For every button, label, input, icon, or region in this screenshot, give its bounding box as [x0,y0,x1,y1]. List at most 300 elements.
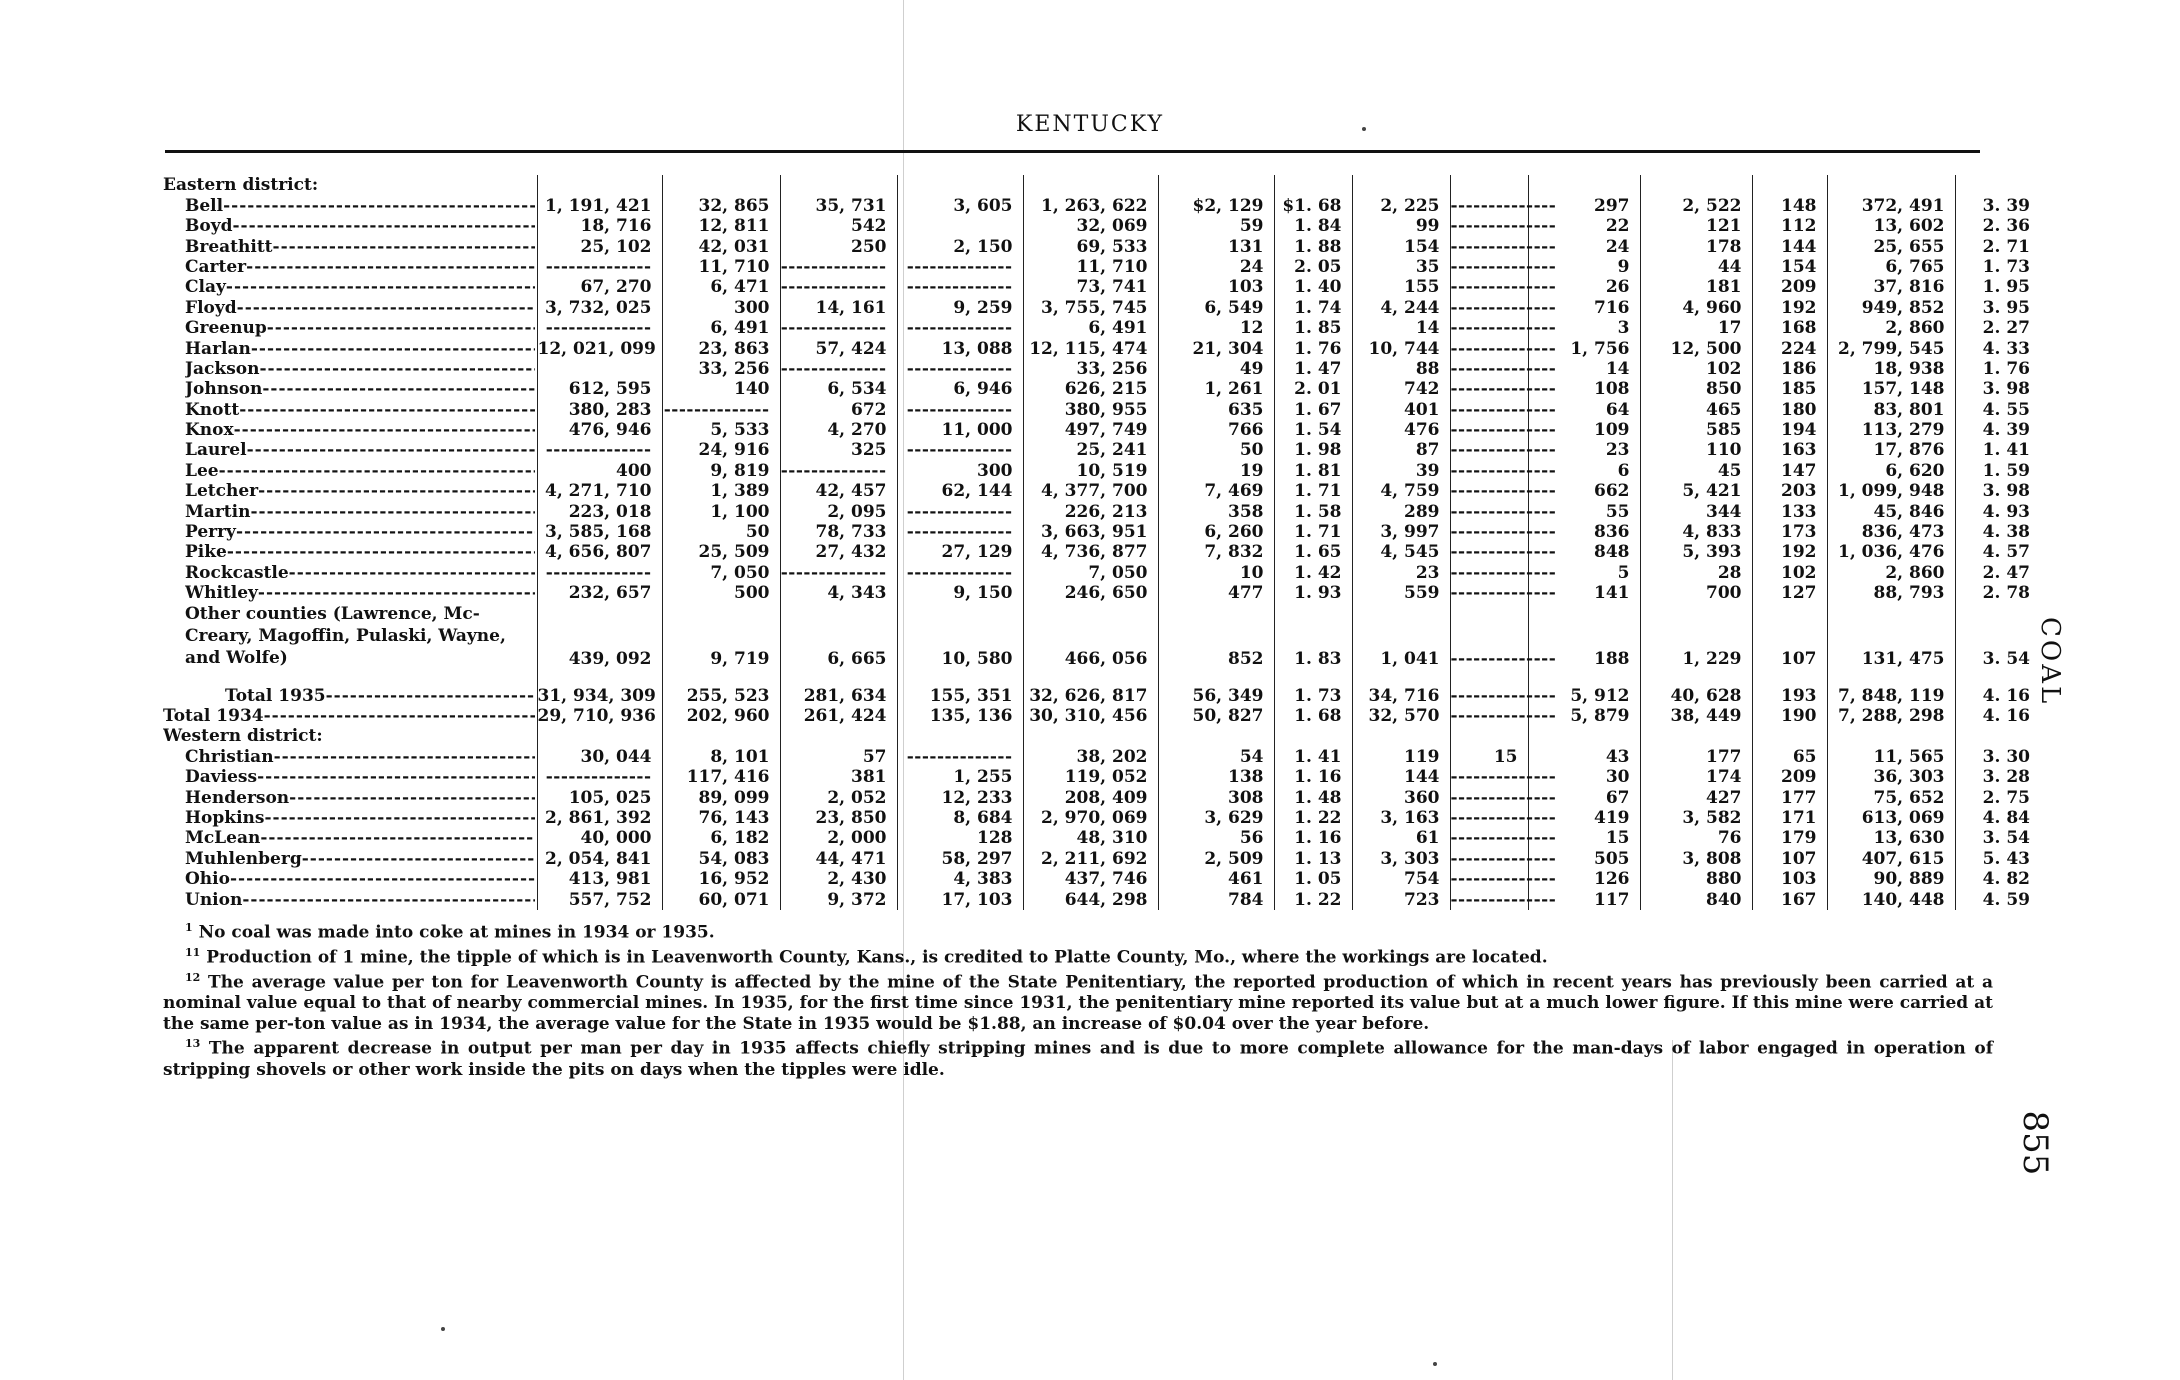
table-cell: 2, 861, 392 [537,808,662,828]
footnote [163,943,1993,968]
table-cell: 3. 54 [1955,828,2040,848]
table-cell: 144 [1352,767,1450,787]
table-cell: 754 [1352,869,1450,889]
header-rule [165,150,1980,153]
table-cell: 1. 88 [1274,236,1352,256]
table-cell: 147 [1752,460,1827,480]
table-cell: 1, 255 [897,767,1023,787]
table-cell: 7, 288, 298 [1827,706,1955,726]
table-cell [1640,175,1752,195]
table-cell: 11, 710 [662,257,780,277]
table-cell [1752,175,1827,195]
table-cell: 135, 136 [897,706,1023,726]
table-cell: 128 [897,828,1023,848]
table-cell: 5, 421 [1640,481,1752,501]
table-cell: 1. 48 [1274,787,1352,807]
table-cell: 6, 471 [662,277,780,297]
table-cell: 173 [1752,522,1827,542]
table-cell: 497, 749 [1023,420,1158,440]
table-row [163,195,2040,215]
table-cell: 55 [1528,501,1640,521]
table-cell: 281, 634 [780,685,897,705]
footnotes [163,918,1993,1080]
table-cell [897,216,1023,236]
table-cell [1450,828,1528,848]
table-cell: 50, 827 [1158,706,1274,726]
table-cell: 300 [897,460,1023,480]
table-cell: 65 [1752,746,1827,766]
table-cell: 5 [1528,562,1640,582]
table-cell: 9 [1528,257,1640,277]
table-cell: 112 [1752,216,1827,236]
table-cell: 3. 98 [1955,379,2040,399]
table-cell: 9, 819 [662,460,780,480]
table-cell: 585 [1640,420,1752,440]
table-cell: 209 [1752,277,1827,297]
table-cell: 105, 025 [537,787,662,807]
table-cell: 154 [1752,257,1827,277]
table-cell: 141 [1528,583,1640,603]
table-cell [897,501,1023,521]
table-cell: 171 [1752,808,1827,828]
table-cell [1640,726,1752,746]
footnote-text: The apparent decrease in output per man per day in 1935 affects chiefly stripping mines and is due to more complete allowance for the man-days of labor engaged in operation of stripping shovels or other work inside the pits on days when the tipples were idle. [163,1039,1994,1080]
table-cell: 4, 545 [1352,542,1450,562]
table-cell: 138 [1158,767,1274,787]
row-label: Harlan ----- [163,338,537,358]
table-cell: 44 [1640,257,1752,277]
table-cell [1023,175,1158,195]
row-label: Other counties (Lawrence, Mc-Creary, Magoffin, Pulaski, Wayne, and Wolfe) [185,604,506,669]
table-cell: 3. 28 [1955,767,2040,787]
table-cell: 26 [1528,277,1640,297]
table-row [163,216,2040,236]
table-cell: 380, 283 [537,399,662,419]
table-cell: 35, 731 [780,195,897,215]
row-label: Carter ----- [163,257,537,277]
table-cell: 2, 430 [780,869,897,889]
table-cell: 15 [1528,828,1640,848]
row-label: Whitley ----- [163,583,537,603]
table-row [163,562,2040,582]
table-cell: 3, 629 [1158,808,1274,828]
table-cell: 2, 225 [1352,195,1450,215]
table-cell: 4, 244 [1352,297,1450,317]
table-cell: 1, 389 [662,481,780,501]
table-cell: 39 [1352,460,1450,480]
table-cell [1450,216,1528,236]
table-cell: 4, 759 [1352,481,1450,501]
row-label: Muhlenberg ----- [163,848,537,868]
table-cell: 103 [1158,277,1274,297]
table-row [163,318,2040,338]
table-cell: 50 [1158,440,1274,460]
table-cell: 16, 952 [662,869,780,889]
table-cell: 174 [1640,767,1752,787]
table-cell: 1. 93 [1274,583,1352,603]
table-cell: 1. 22 [1274,808,1352,828]
table-cell [1352,669,1450,685]
table-cell: $1. 68 [1274,195,1352,215]
table-cell: 144 [1752,236,1827,256]
table-cell [1528,175,1640,195]
table-cell: 83, 801 [1827,399,1955,419]
table-row [163,399,2040,419]
table-cell: 3, 808 [1640,848,1752,868]
table-cell: 476 [1352,420,1450,440]
running-head: KENTUCKY [1015,112,1165,137]
table-row [163,869,2040,889]
table-cell [897,522,1023,542]
table-cell: 4. 59 [1955,889,2040,909]
table-cell: 103 [1752,869,1827,889]
table-cell: 7, 050 [662,562,780,582]
table-cell: 289 [1352,501,1450,521]
table-cell: 2, 860 [1827,318,1955,338]
table-cell [897,746,1023,766]
table-cell: 13, 630 [1827,828,1955,848]
table-cell: 505 [1528,848,1640,868]
table-cell: 557, 752 [537,889,662,909]
table-cell: 1, 036, 476 [1827,542,1955,562]
table-cell: 7, 469 [1158,481,1274,501]
table-cell [1450,257,1528,277]
table-row [163,583,2040,603]
table-cell: 5. 43 [1955,848,2040,868]
row-label: Johnson ----- [163,379,537,399]
table-row [163,338,2040,358]
table-cell [1450,603,1528,669]
table-cell: 3, 605 [897,195,1023,215]
table-cell: 119, 052 [1023,767,1158,787]
table-cell: 2, 799, 545 [1827,338,1955,358]
table-cell [1352,175,1450,195]
table-cell: 30 [1528,767,1640,787]
row-label: Union ----- [163,889,537,909]
table-cell: 542 [780,216,897,236]
table-cell: 188 [1528,603,1640,669]
table-cell: 437, 746 [1023,869,1158,889]
table-cell: 12, 021, 099 [537,338,662,358]
footnote-text: Production of 1 mine, the tipple of which is in Leavenworth County, Kans., is credited to Platte County, Mo., where the workings are located. [206,947,1548,968]
table-cell: 28 [1640,562,1752,582]
table-cell: 8, 101 [662,746,780,766]
table-row [163,603,2040,669]
table-row [163,420,2040,440]
table-cell: 23 [1352,562,1450,582]
table-cell [780,318,897,338]
table-cell: 1. 16 [1274,767,1352,787]
table-cell: 121 [1640,216,1752,236]
table-cell: 2, 211, 692 [1023,848,1158,868]
table-cell [1450,542,1528,562]
table-cell: 110 [1640,440,1752,460]
table-cell [1450,767,1528,787]
table-cell: 2. 27 [1955,318,2040,338]
table-cell: 59 [1158,216,1274,236]
table-cell: 7, 832 [1158,542,1274,562]
table-cell: 155 [1352,277,1450,297]
table-cell: 44, 471 [780,848,897,868]
table-cell: 64 [1528,399,1640,419]
table-cell: 12, 115, 474 [1023,338,1158,358]
table-cell: 154 [1352,236,1450,256]
table-cell: 3, 755, 745 [1023,297,1158,317]
print-speck [1362,127,1366,131]
table-cell: 15 [1450,746,1528,766]
row-label: Henderson ----- [163,787,537,807]
table-cell: 12 [1158,318,1274,338]
table-cell: 1, 100 [662,501,780,521]
table-cell: 2, 150 [897,236,1023,256]
table-cell: 2, 000 [780,828,897,848]
table-cell: 4, 833 [1640,522,1752,542]
table-cell [1158,175,1274,195]
table-cell: 148 [1752,195,1827,215]
table-cell [1450,726,1528,746]
table-cell: 2. 36 [1955,216,2040,236]
table-cell: 42, 457 [780,481,897,501]
table-row [163,726,2040,746]
table-cell: 1. 83 [1274,603,1352,669]
table-cell: 297 [1528,195,1640,215]
table-cell: 99 [1352,216,1450,236]
table-cell: 33, 256 [1023,359,1158,379]
table-cell: 24, 916 [662,440,780,460]
table-cell [537,175,662,195]
page-number: 855 [2015,1110,2055,1176]
table-cell [1450,583,1528,603]
table-row [163,460,2040,480]
table-cell: 73, 741 [1023,277,1158,297]
row-label: Hopkins ----- [163,808,537,828]
table-cell: 119 [1352,746,1450,766]
row-label: Ohio ----- [163,869,537,889]
table-cell: 1. 71 [1274,481,1352,501]
table-cell: 88, 793 [1827,583,1955,603]
row-label: McLean ----- [163,828,537,848]
table-cell: 185 [1752,379,1827,399]
table-cell: 167 [1752,889,1827,909]
table-cell [1955,726,2040,746]
table-cell: 107 [1752,603,1827,669]
table-cell: 1. 05 [1274,869,1352,889]
table-cell: 35 [1352,257,1450,277]
table-cell: 163 [1752,440,1827,460]
table-cell: 5, 879 [1528,706,1640,726]
table-cell: 202, 960 [662,706,780,726]
table-cell: 2, 509 [1158,848,1274,868]
footnote-mark: 13 [185,1037,201,1051]
table-cell: 62, 144 [897,481,1023,501]
table-cell: 3, 997 [1352,522,1450,542]
table-cell: 11, 000 [897,420,1023,440]
table-cell [1450,338,1528,358]
table-cell [1450,706,1528,726]
table-cell: 1. 65 [1274,542,1352,562]
coal-production-table [163,175,2040,910]
row-label: Knox ----- [163,420,537,440]
table-cell: 1, 099, 948 [1827,481,1955,501]
table-cell: 102 [1752,562,1827,582]
table-cell: 261, 424 [780,706,897,726]
table-cell [897,175,1023,195]
table-cell: 2, 860 [1827,562,1955,582]
table-cell: 21, 304 [1158,338,1274,358]
table-cell: 38, 202 [1023,746,1158,766]
table-cell: 107 [1752,848,1827,868]
table-cell: 4. 38 [1955,522,2040,542]
table-cell: 17 [1640,318,1752,338]
table-cell: 8, 684 [897,808,1023,828]
table-cell: 6, 765 [1827,257,1955,277]
table-cell: 25, 241 [1023,440,1158,460]
table-cell [537,257,662,277]
row-label: Greenup ----- [163,318,537,338]
footnote [163,918,1993,943]
table-cell: 1. 67 [1274,399,1352,419]
table-cell: 3, 582 [1640,808,1752,828]
table-cell: 30, 044 [537,746,662,766]
table-cell: 19 [1158,460,1274,480]
table-cell: 427 [1640,787,1752,807]
table-cell: 1. 40 [1274,277,1352,297]
table-cell [1528,669,1640,685]
table-cell [1752,726,1827,746]
table-cell: 9, 372 [780,889,897,909]
row-label: Knott ----- [163,399,537,419]
table-cell: 38, 449 [1640,706,1752,726]
footnote [163,1034,1993,1080]
table-cell: 246, 650 [1023,583,1158,603]
table-cell: 1. 41 [1274,746,1352,766]
table-cell: 3, 585, 168 [537,522,662,542]
table-cell: 477 [1158,583,1274,603]
table-cell: 126 [1528,869,1640,889]
table-cell: 1. 98 [1274,440,1352,460]
table-cell: 372, 491 [1827,195,1955,215]
table-cell: 25, 655 [1827,236,1955,256]
table-cell: 32, 626, 817 [1023,685,1158,705]
table-cell: 4. 16 [1955,685,2040,705]
table-cell: 2. 75 [1955,787,2040,807]
table-cell [1450,501,1528,521]
table-cell: 203 [1752,481,1827,501]
table-cell: 32, 865 [662,195,780,215]
table-cell [1450,175,1528,195]
table-row [163,706,2040,726]
table-cell: 157, 148 [1827,379,1955,399]
table-cell: 2. 78 [1955,583,2040,603]
table-cell: 716 [1528,297,1640,317]
table-cell: 3. 54 [1955,603,2040,669]
row-label: Pike ----- [163,542,537,562]
table-cell: 133 [1752,501,1827,521]
table-cell [1450,669,1528,685]
table-cell: 7, 848, 119 [1827,685,1955,705]
table-cell: 43 [1528,746,1640,766]
table-cell [1450,889,1528,909]
table-cell: 2. 05 [1274,257,1352,277]
row-label: Perry ----- [163,522,537,542]
table-cell [537,767,662,787]
table-cell: 613, 069 [1827,808,1955,828]
table-cell: 723 [1352,889,1450,909]
table-cell: 439, 092 [537,603,662,669]
table-cell: 626, 215 [1023,379,1158,399]
table-cell [662,175,780,195]
table-cell: 850 [1640,379,1752,399]
table-cell: 67 [1528,787,1640,807]
table-cell: 76, 143 [662,808,780,828]
table-cell: 180 [1752,399,1827,419]
table-row [163,257,2040,277]
table-cell [1450,787,1528,807]
table-cell: 3, 303 [1352,848,1450,868]
table-cell: 10, 580 [897,603,1023,669]
table-row [163,522,2040,542]
table-cell: 840 [1640,889,1752,909]
table-cell: 56, 349 [1158,685,1274,705]
table-cell: 140, 448 [1827,889,1955,909]
table-cell: 4. 39 [1955,420,2040,440]
table-cell: 4. 84 [1955,808,2040,828]
table-cell: 250 [780,236,897,256]
table-row [163,379,2040,399]
table-cell: 3. 95 [1955,297,2040,317]
table-cell [662,726,780,746]
table-cell: 2, 522 [1640,195,1752,215]
table-cell: 54, 083 [662,848,780,868]
table-cell [1450,195,1528,215]
table-cell [1450,848,1528,868]
table-cell: 226, 213 [1023,501,1158,521]
table-cell: 6, 946 [897,379,1023,399]
table-cell: 2. 47 [1955,562,2040,582]
table-cell: 400 [537,460,662,480]
table-cell [1450,399,1528,419]
table-row [163,746,2040,766]
table-cell: 31, 934, 309 [537,685,662,705]
table-cell: 852 [1158,603,1274,669]
table-cell: 3. 30 [1955,746,2040,766]
table-cell [1274,669,1352,685]
table-cell: 3, 663, 951 [1023,522,1158,542]
table-cell: 42, 031 [662,236,780,256]
table-cell: 49 [1158,359,1274,379]
table-cell: 24 [1158,257,1274,277]
print-speck [1433,1362,1437,1366]
table-cell: 1. 76 [1955,359,2040,379]
section-side-label: COAL [2035,617,2065,707]
row-label: Martin ----- [163,501,537,521]
footnote [163,968,1993,1034]
table-cell: 60, 071 [662,889,780,909]
table-cell [537,726,662,746]
table-cell: 500 [662,583,780,603]
table-cell: 3 [1528,318,1640,338]
table-cell: 12, 233 [897,787,1023,807]
row-label: Laurel ----- [163,440,537,460]
table-cell: 108 [1528,379,1640,399]
table-cell [897,257,1023,277]
table-cell [1023,669,1158,685]
table-cell: 1. 58 [1274,501,1352,521]
table-cell: 9, 719 [662,603,780,669]
table-cell: 1, 756 [1528,338,1640,358]
table-cell: 102 [1640,359,1752,379]
table-cell: 57, 424 [780,338,897,358]
